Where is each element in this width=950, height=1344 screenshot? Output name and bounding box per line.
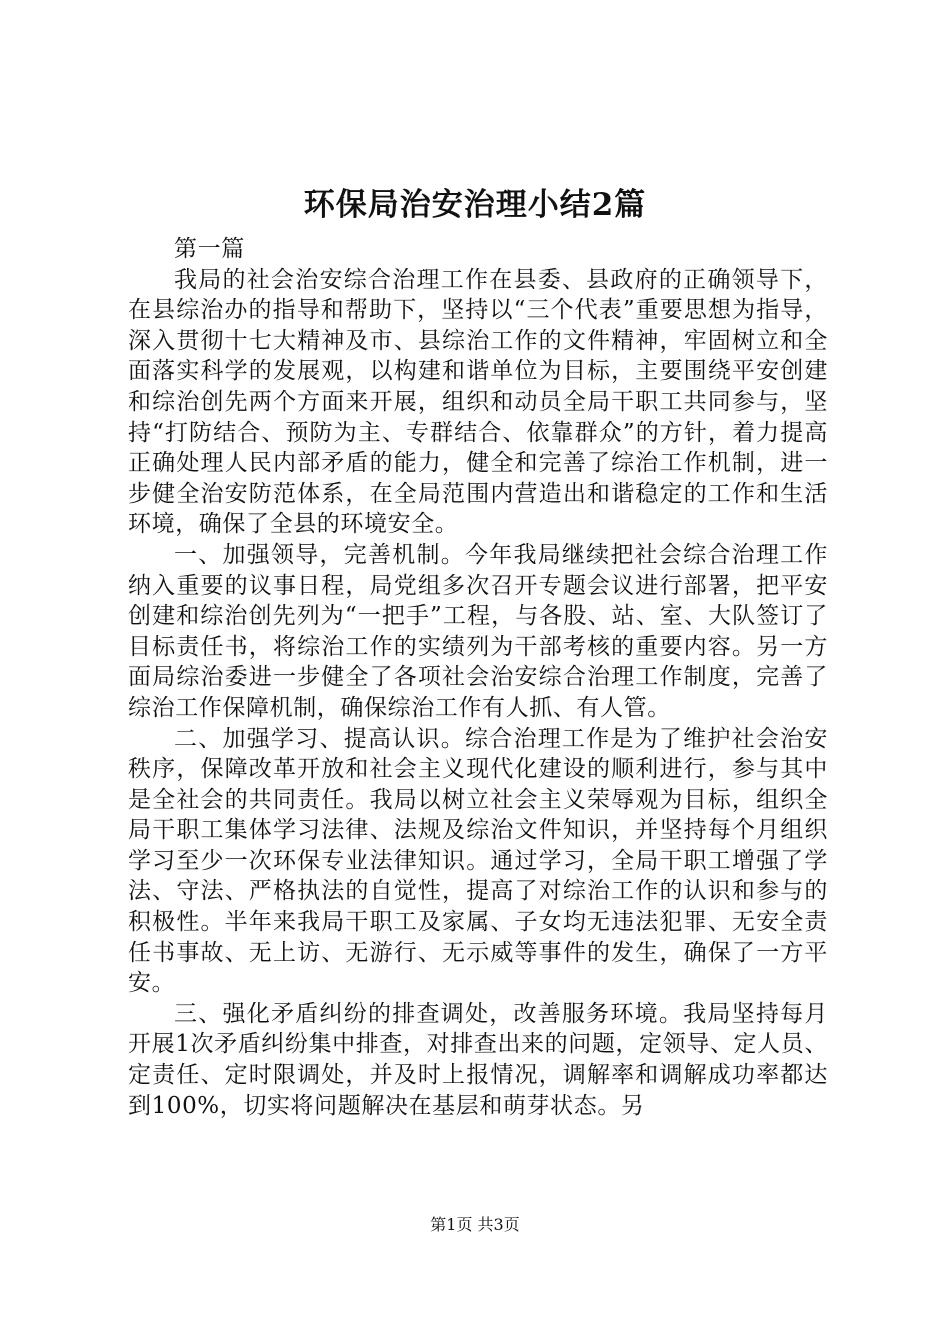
paragraph: 二、加强学习、提高认识。综合治理工作是为了维护社会治安秩序，保障改革开放和社会主义现代化建设的顺利进行，参与其中是全社会的共同责任。我局以树立社会主义荣辱观为目标，组织全局干职工集体学习法律、法规及综治文件知识，并坚持每个月组织学习至少一次环保专业法律知识。通过学习，全局干职工增强了学法、守法、严格执法的自觉性，提高了对综治工作的认识和参与的积极性。半年来我局干职工及家属、子女均无违法犯罪、无安全责任书事故、无上访、无游行、无示威等事件的发生，确保了一方平安。: [128, 725, 828, 997]
page-footer: 第1页 共3页: [430, 1215, 520, 1234]
paragraph: 一、加强领导，完善机制。今年我局继续把社会综合治理工作纳入重要的议事日程，局党组多次召开专题会议进行部署，把平安创建和综治创先列为“一把手”工程，与各股、站、室、大队签订了目标责任书，将综治工作的实绩列为干部考核的重要内容。另一方面局综治委进一步健全了各项社会治安综合治理工作制度，完善了综治工作保障机制，确保综治工作有人抓、有人管。: [128, 541, 828, 721]
paragraph: 我局的社会治安综合治理工作在县委、县政府的正确领导下，在县综治办的指导和帮助下，坚持以“三个代表”重要思想为指导，深入贯彻十七大精神及市、县综治工作的文件精神，牢固树立和全面落实科学的发展观，以构建和谐单位为目标，主要围绕平安创建和综治创先两个方面来开展，组织和动员全局干职工共同参与，坚持“打防结合、预防为主、专群结合、依靠群众”的方针，着力提高正确处理人民内部矛盾的能力，健全和完善了综治工作机制，进一步健全治安防范体系，在全局范围内营造出和谐稳定的工作和生活环境，确保了全县的环境安全。: [128, 266, 828, 538]
section-heading: 第一篇: [174, 236, 245, 262]
document-title: 环保局治安治理小结2篇: [303, 187, 647, 223]
document-body: [128, 234, 828, 1121]
paragraph: 三、强化矛盾纠纷的排查调处，改善服务环境。我局坚持每月开展1次矛盾纠纷集中排查，对排查出来的问题，定领导、定人员、定责任、定时限调处，并及时上报情况，调解率和调解成功率都达到100%，切实将问题解决在基层和萌芽状态。另: [128, 1000, 828, 1119]
